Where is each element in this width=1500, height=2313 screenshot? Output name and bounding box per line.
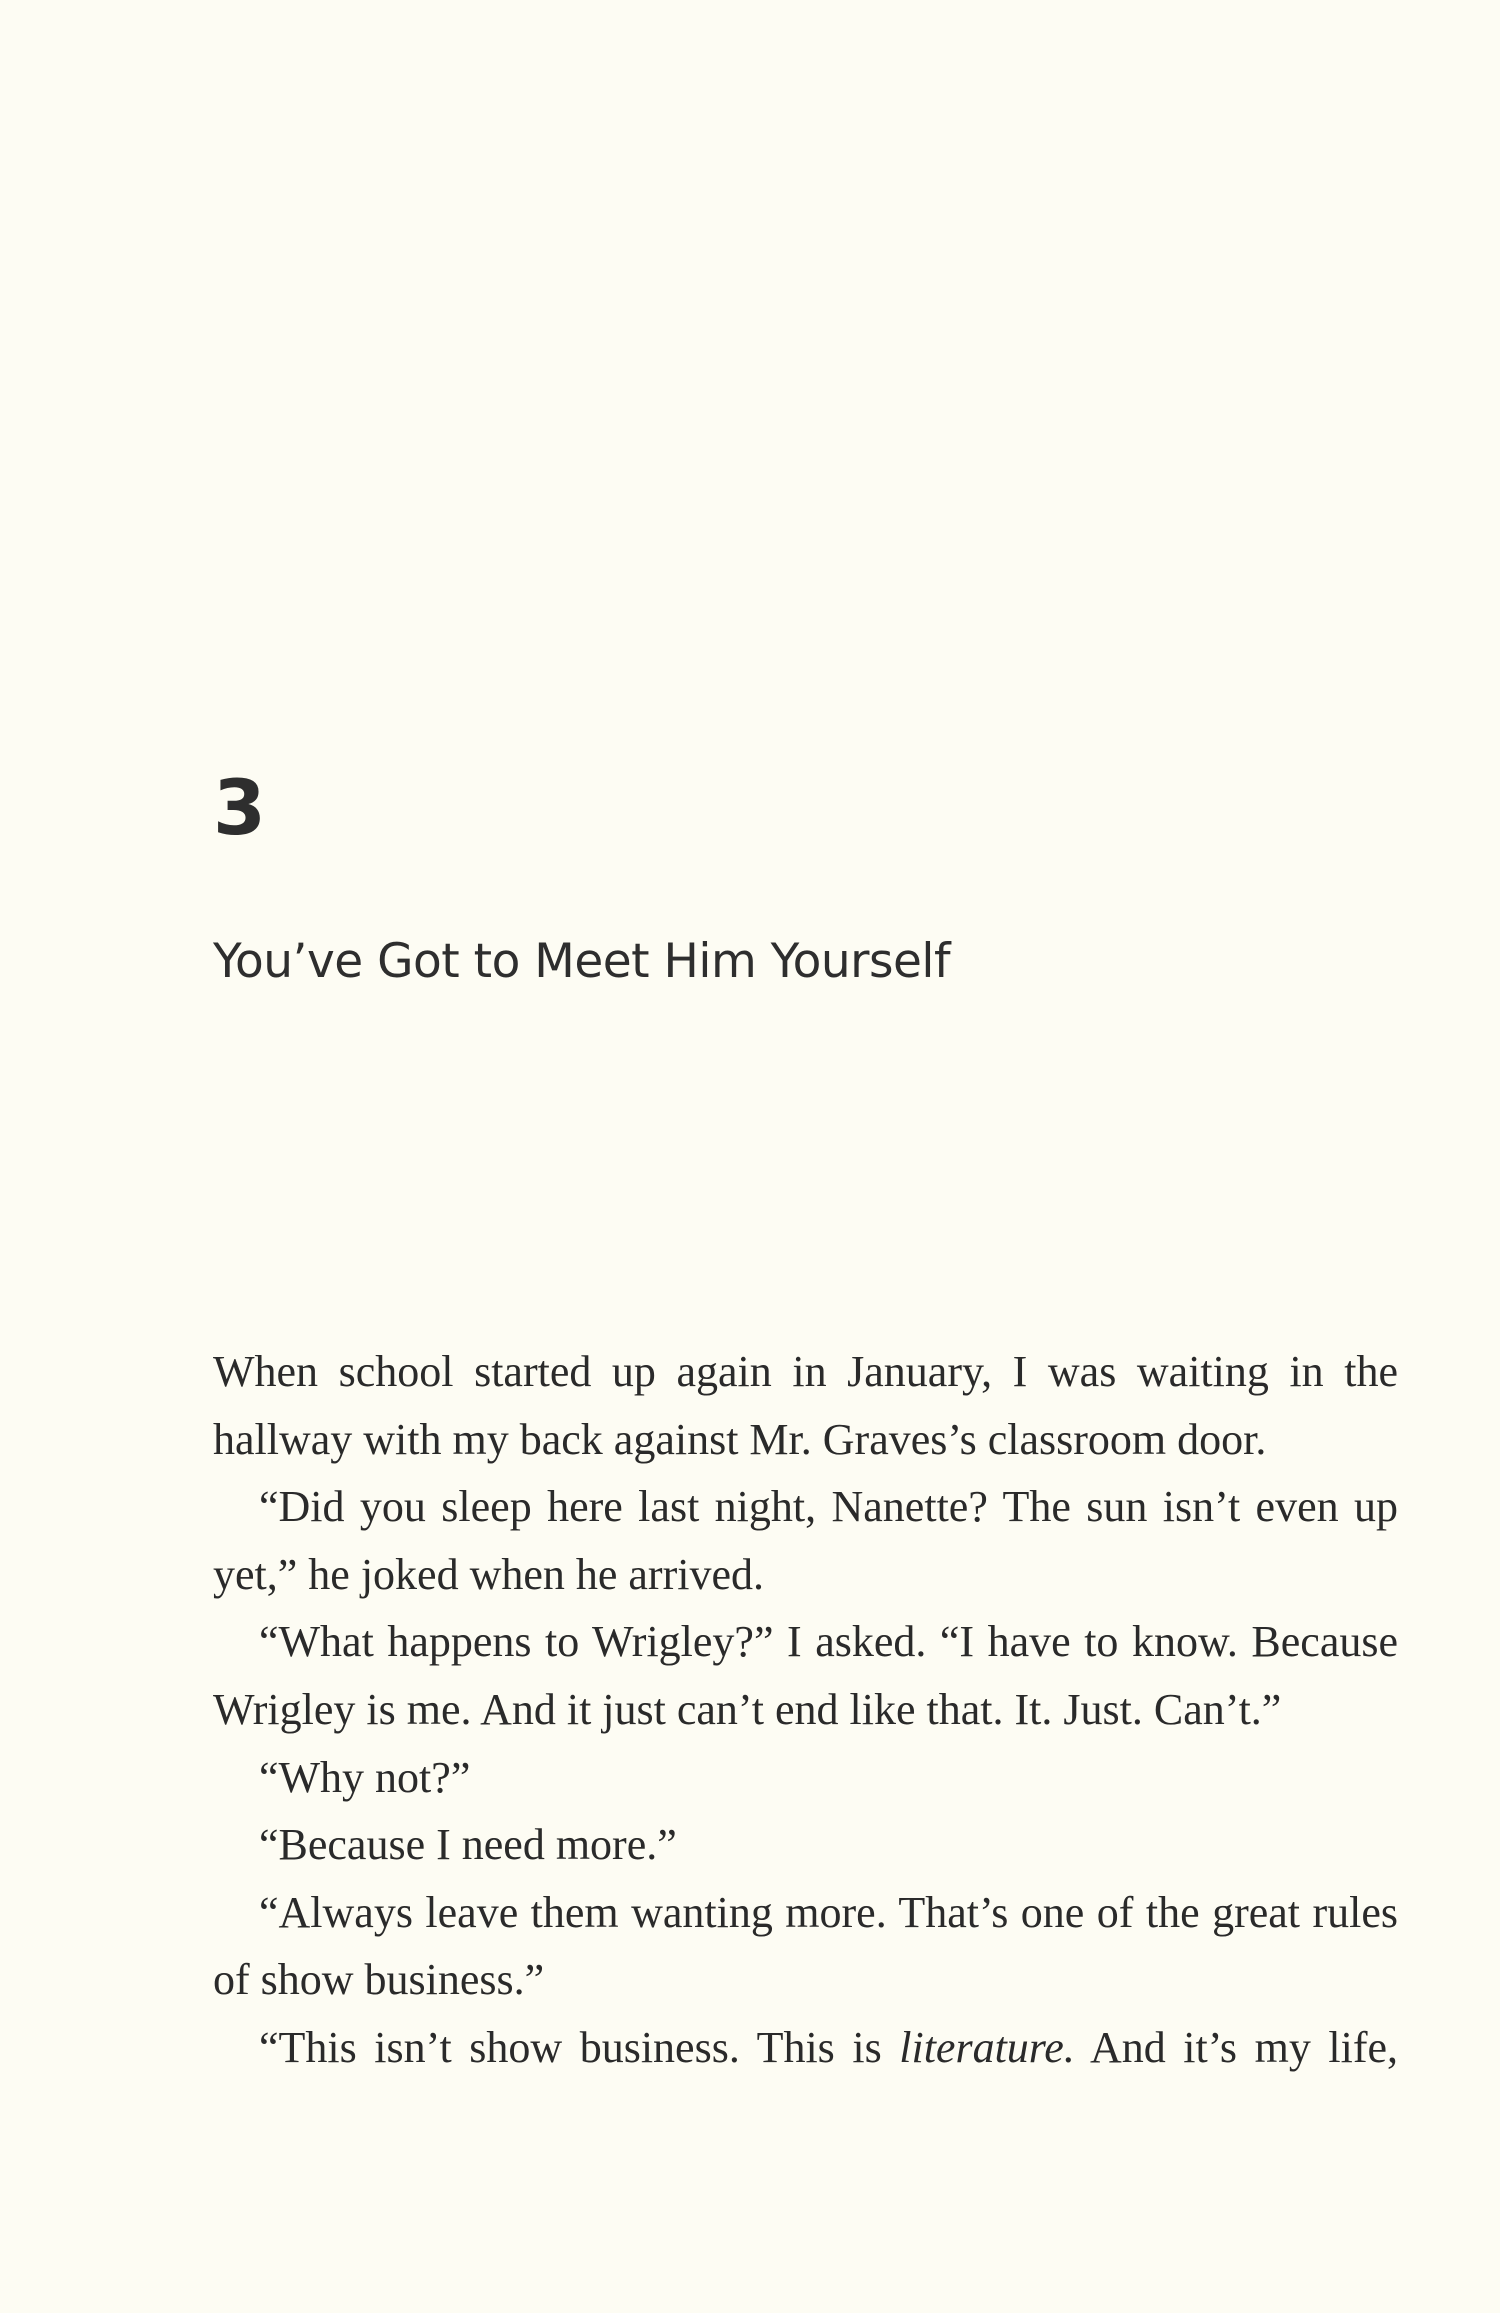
chapter-title: You’ve Got to Meet Him Yourself bbox=[213, 934, 951, 989]
paragraph-6: “Always leave them wanting more. That’s one of the great rules of show business.” bbox=[213, 1887, 1398, 2005]
paragraph-3: “What happens to Wrigley?” I asked. “I have to know. Because Wrigley is me. And it just can’t end like that. It. Just. Can’t.” bbox=[213, 1617, 1398, 1734]
paragraph-7-emphasis: literature. bbox=[899, 2022, 1075, 2072]
paragraph-5: “Because I need more.” bbox=[259, 1820, 677, 1870]
paragraph-7-text-before: “This isn’t show business. This is bbox=[259, 2022, 900, 2072]
chapter-number: 3 bbox=[213, 763, 266, 852]
paragraph-4: “Why not?” bbox=[259, 1752, 471, 1802]
chapter-body bbox=[213, 1338, 1398, 2082]
paragraph-7-text-after: And it’s my life, bbox=[1074, 2022, 1399, 2072]
paragraph-2: “Did you sleep here last night, Nanette? The sun isn’t even up yet,” he joked when he arrived. bbox=[213, 1482, 1398, 1599]
paragraph-7 bbox=[213, 2014, 1398, 2082]
paragraph-1: When school started up again in January, I was waiting in the hallway with my back against Mr. Graves’s classroom door. bbox=[213, 1347, 1398, 1464]
